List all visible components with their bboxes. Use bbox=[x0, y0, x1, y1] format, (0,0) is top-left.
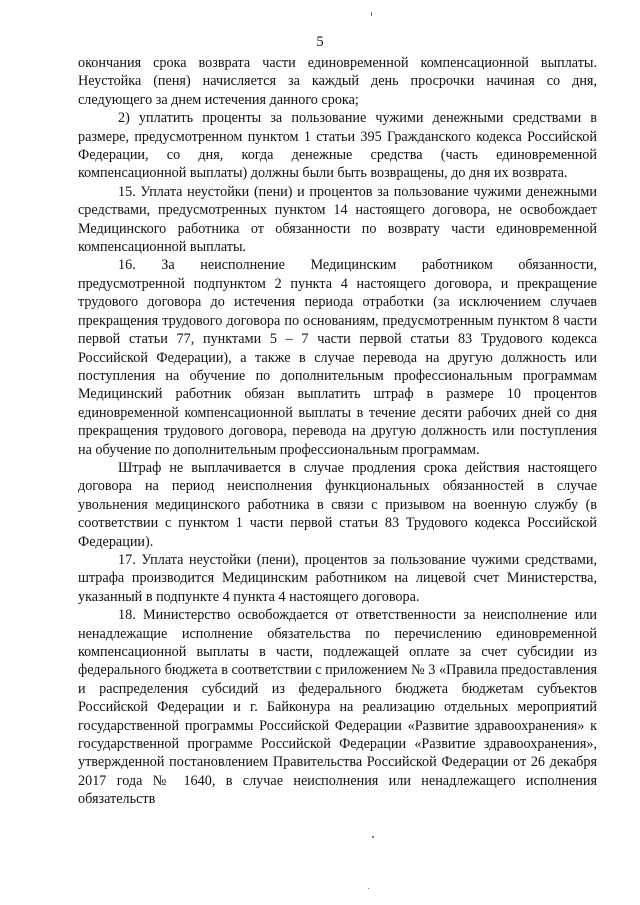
scan-speck bbox=[368, 888, 369, 889]
paragraph-item-15: 15. Уплата неустойки (пени) и процентов за пользование чужими денежными средствами, предусмотренных пунктом 14 настоящего договора, не освобождает Медицинского работника от обязанности по возврату части единовременной компенсационной выплаты. bbox=[78, 183, 597, 256]
scan-speck bbox=[372, 836, 374, 838]
scan-speck bbox=[371, 12, 372, 16]
paragraph-item-16: 16. За неисполнение Медицинским работником обязанности, предусмотренной подпунктом 2 пункта 4 настоящего договора, и прекращение трудового договора до истечения периода отработки (за исключением случаев прекращения трудового договора по основаниям, предусмотренным пунктом 8 части первой статьи 77, пунктами 5 – 7 части первой статьи 83 Трудового кодекса Российской Федерации), а также в случае перевода на другую должность или поступления на обучение по дополнительным профессиональным программам Медицинский работник обязан выплатить штраф в размере 10 процентов единовременной компенсационной выплаты в течение десяти рабочих дней со дня прекращения трудового договора, перевода на другую должность или поступления на обучение по дополнительным профессиональным программам. bbox=[78, 257, 597, 458]
paragraph-item-17: 17. Уплата неустойки (пени), процентов за пользование чужими средствами, штрафа производится Медицинским работником на лицевой счет Министерства, указанный в подпункте 4 пункта 4 настоящего договора. bbox=[78, 551, 597, 605]
document-body bbox=[78, 54, 597, 809]
page-number: 5 bbox=[316, 34, 324, 50]
paragraph-fine-exception: Штраф не выплачивается в случае продления срока действия настоящего договора на период неисполнения функциональных обязанностей в случае увольнения медицинского работника в связи с призывом на военную службу (в соответствии с пунктом 1 части первой статьи 83 Трудового кодекса Российской Федерации). bbox=[78, 459, 597, 550]
paragraph-penalty-continuation: окончания срока возврата части единовременной компенсационной выплаты. Неустойка (пеня) начисляется за каждый день просрочки начиная со дня, следующего за днем истечения данного срока; bbox=[78, 55, 597, 108]
paragraph-interest-clause: 2) уплатить проценты за пользование чужими денежными средствами в размере, предусмотренном пунктом 1 статьи 395 Гражданского кодекса Российской Федерации, со дня, когда денежные средства (часть единовременной компенсационной выплаты) должны были быть возвращены, до дня их возврата. bbox=[78, 110, 597, 182]
paragraph-item-18: 18. Министерство освобождается от ответственности за неисполнение или ненадлежащие исполнение обязательства по перечислению единовременной компенсационной выплаты в части, подлежащей оплате за счет субсидии из федерального бюджета в соответствии с приложением № 3 «Правила предоставления и распределения субсидий из федерального бюджета бюджетам субъектов Российской Федерации и г. Байконура на реализацию отдельных мероприятий государственной программы Российской Федерации «Развитие здравоохранения» к государственной программе Российской Федерации «Развитие здравоохранения», утвержденной постановлением Правительства Российской Федерации от 26 декабря 2017 года № 1640, в случае неисполнения или ненадлежащего исполнения обязательств bbox=[78, 607, 597, 808]
